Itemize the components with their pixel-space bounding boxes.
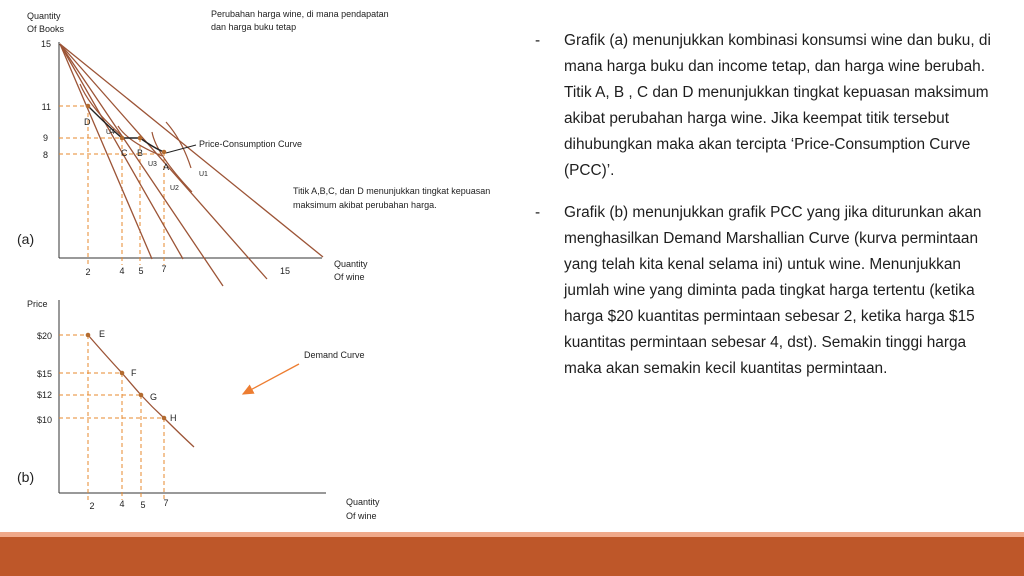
point-b <box>138 136 143 141</box>
graph-b-x-title-line2: Of wine <box>346 511 377 521</box>
point-label-e: E <box>99 329 106 339</box>
explanation-text: Grafik (a) menunjukkan kombinasi konsumsi wine dan buku, di mana harga buku dan income tetap, dan harga wine berubah. Titik A, B , C dan D menunjukkan tingkat kepuasan maksimum akibat perubahan harga wine. Jika keempat titik tersebut dihubungkan maka akan tercipta ‘Price-Consumption Curve (PCC)’. <box>564 32 991 179</box>
graph-a-y-title-line2: Of Books <box>27 24 65 34</box>
curve-label-u2: U2 <box>170 185 179 192</box>
graph-a-x-tick-label: 2 <box>85 267 91 277</box>
point-label-d: D <box>84 117 91 127</box>
point-label-h: H <box>170 413 177 423</box>
consumer-choice-diagram <box>0 0 525 530</box>
graph-b-y-tick-label: $12 <box>36 390 52 400</box>
graph-b-y-tick-label: $10 <box>36 415 52 425</box>
point-c <box>120 136 125 141</box>
graph-a-x-tick-label: 7 <box>161 264 167 274</box>
curve-label-u4: U4 <box>106 129 115 136</box>
point-h <box>162 416 167 421</box>
explanation-item <box>535 200 1005 381</box>
indifference-curve-u2 <box>152 132 192 192</box>
graph-b-y-title: Price <box>27 299 48 309</box>
graph-a-x-tick-label: 4 <box>119 266 125 276</box>
graph-a-y-tick-label: 8 <box>42 150 48 160</box>
explanation-text: Grafik (b) menunjukkan grafik PCC yang jika diturunkan akan menghasilkan Demand Marshallian Curve (kurva permintaan yang telah kita kenal selama ini) untuk wine. Menunjukkan jumlah wine yang diminta pada tingkat harga tertentu (ketika harga $20 kuantitas permintaan sebesar 2, ketika harga $15 kuantitas permintaan sebesar 4, dst). Semakin tinggi harga maka akan semakin kecil kuantitas permintaan. <box>564 204 982 377</box>
demand-curve-label: Demand Curve <box>304 350 365 360</box>
point-d <box>86 104 91 109</box>
point-label-f: F <box>131 368 137 378</box>
graph-a <box>17 9 490 286</box>
point-g <box>139 393 144 398</box>
curve-label-u3: U3 <box>148 161 157 168</box>
graph-b <box>17 299 380 521</box>
graph-b-x-tick-label: 7 <box>163 498 169 508</box>
graph-a-x-tick-label: 15 <box>279 266 291 276</box>
point-label-a: A <box>163 162 170 172</box>
top-note-line2: dan harga buku tetap <box>211 22 297 32</box>
footer-band <box>0 537 1024 576</box>
graph-b-y-tick-label: $20 <box>36 331 52 341</box>
graph-a-x-title-line2: Of wine <box>334 272 365 282</box>
graph-a-y-tick-label: 11 <box>41 102 51 112</box>
point-label-g: G <box>150 392 158 402</box>
graph-a-x-tick-label: 5 <box>138 266 144 276</box>
demand-arrow <box>243 364 299 394</box>
graph-b-x-tick-label: 2 <box>89 501 95 511</box>
point-f <box>120 371 125 376</box>
graph-b-x-tick-label: 5 <box>140 500 146 510</box>
bullet-dash: - <box>535 204 541 222</box>
point-e <box>86 333 91 338</box>
budget-line <box>60 44 323 257</box>
graph-a-y-tick-label: 9 <box>42 133 48 143</box>
explanation-list <box>535 28 1005 399</box>
pcc-label: Price-Consumption Curve <box>199 139 303 149</box>
top-note-line1: Perubahan harga wine, di mana pendapatan <box>211 9 389 19</box>
pcc-pointer <box>166 145 196 153</box>
graph-b-panel-label: (b) <box>17 469 35 485</box>
graph-a-x-title-line1: Quantity <box>334 259 368 269</box>
budget-line <box>60 44 223 286</box>
graph-b-x-tick-label: 4 <box>119 499 125 509</box>
point-a <box>162 150 167 155</box>
indifference-curve-u4 <box>80 84 122 136</box>
point-label-b: B <box>137 148 144 158</box>
curve-label-u1: U1 <box>199 171 208 178</box>
indifference-curve-u1 <box>166 122 191 168</box>
graph-a-panel-label: (a) <box>17 231 35 247</box>
side-note-line2: maksimum akibat perubahan harga. <box>293 200 437 210</box>
graph-a-y-tick-label: 15 <box>40 39 51 49</box>
graph-b-y-tick-label: $15 <box>36 369 52 379</box>
side-note-line1: Titik A,B,C, dan D menunjukkan tingkat kepuasan <box>293 186 491 196</box>
graph-b-x-title-line1: Quantity <box>346 497 380 507</box>
bullet-dash: - <box>535 32 541 49</box>
point-label-c: C <box>121 148 128 158</box>
graph-a-y-title-line1: Quantity <box>27 11 61 21</box>
explanation-item <box>535 28 1005 183</box>
